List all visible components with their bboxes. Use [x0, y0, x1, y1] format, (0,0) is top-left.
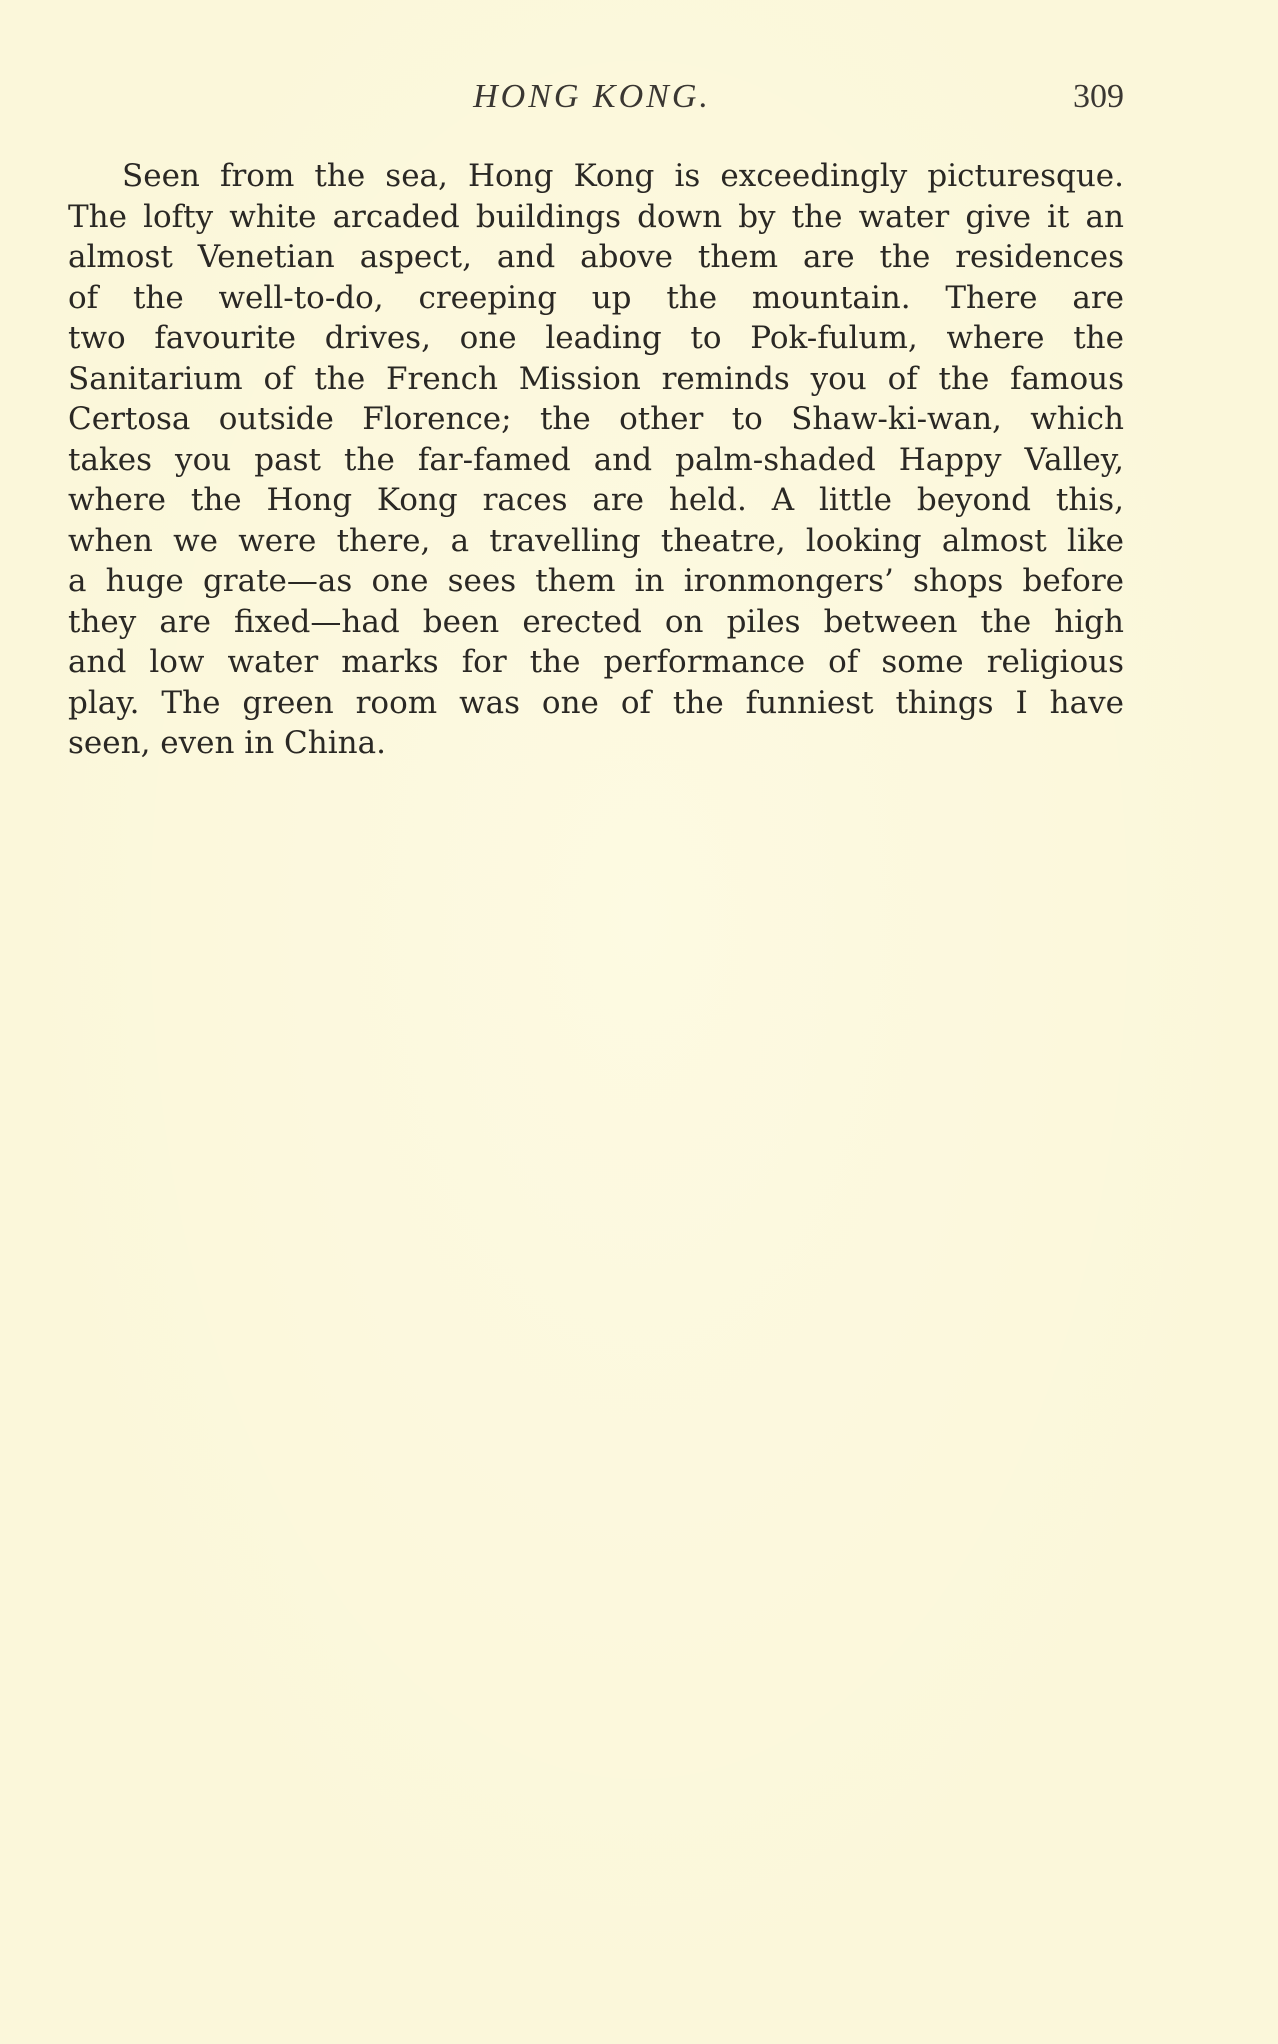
text-line: seen, even in China.	[68, 725, 386, 761]
page-header	[60, 78, 1124, 122]
text-line: Certosa outside Florence; the other to Shaw-ki-wan, which	[68, 401, 1124, 437]
text-line: they are fixed—had been erected on piles between the high	[68, 603, 1124, 640]
text-line: Sanitarium of the French Mission reminds you of the famous	[68, 360, 1124, 397]
text-line: play. The green room was one of the funniest things I have	[68, 684, 1124, 721]
text-line: Seen from the sea, Hong Kong is exceedingly picturesque.	[122, 158, 1124, 194]
text-line: where the Hong Kong races are held. A little beyond this,	[68, 482, 1124, 518]
text-line: and low water marks for the performance of some religious	[68, 644, 1124, 680]
text-line: when we were there, a travelling theatre, looking almost like	[68, 522, 1124, 559]
text-line: almost Venetian aspect, and above them are the residences	[68, 239, 1124, 275]
page-number: 309	[1073, 78, 1124, 115]
body-paragraph	[68, 156, 1124, 764]
text-line: of the well-to-do, creeping up the mountain. There are	[68, 279, 1124, 316]
running-head: HONG KONG.	[473, 78, 711, 115]
text-line: The lofty white arcaded buildings down by the water give it an	[68, 198, 1124, 235]
text-line: two favourite drives, one leading to Pok-fulum, where the	[68, 320, 1124, 356]
text-line: a huge grate—as one sees them in ironmongers’ shops before	[68, 563, 1124, 599]
text-line: takes you past the far-famed and palm-shaded Happy Valley,	[68, 441, 1124, 478]
